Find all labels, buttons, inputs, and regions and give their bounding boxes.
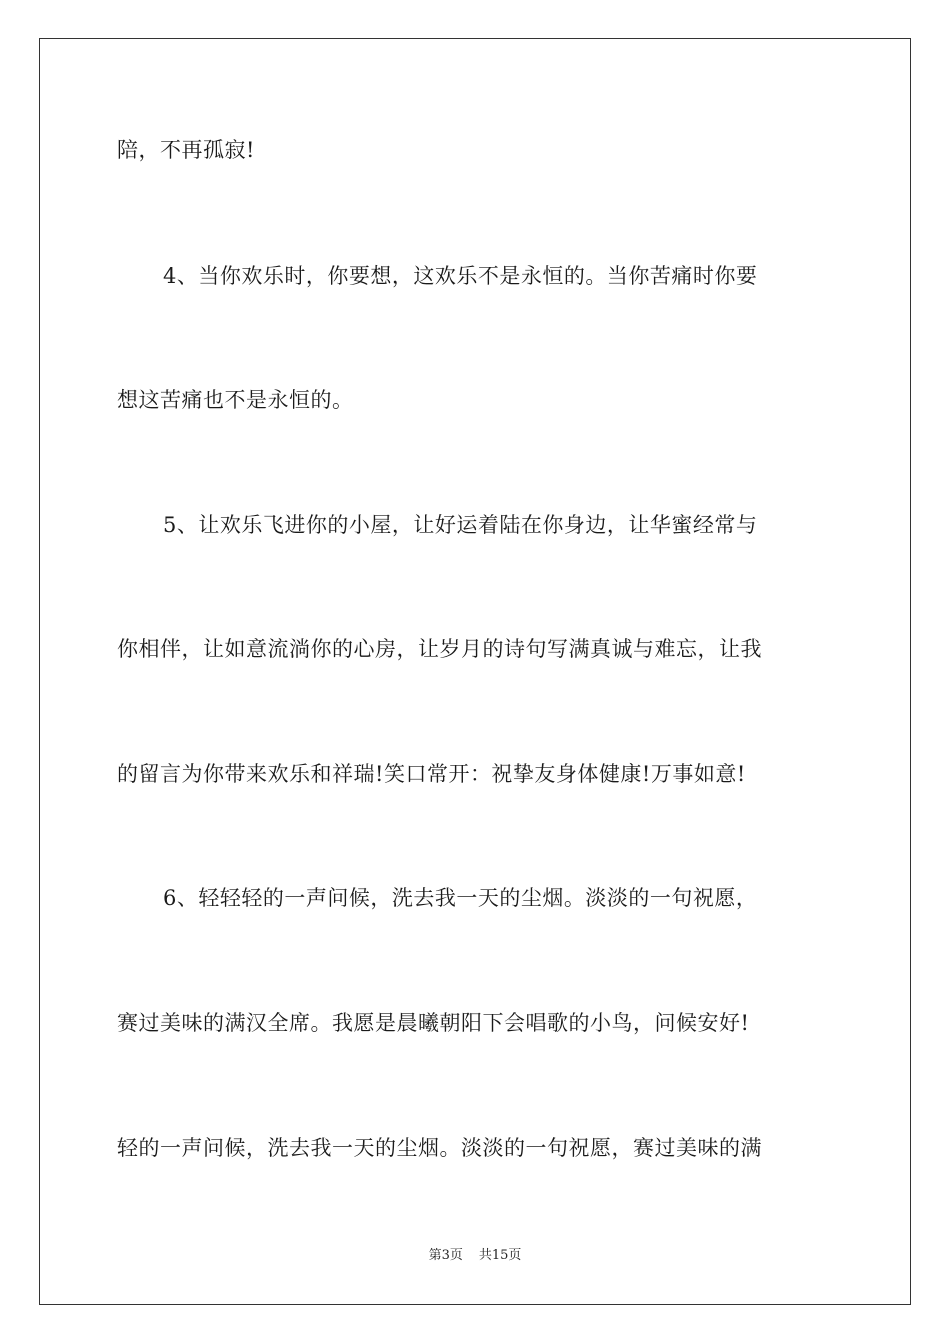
page-border (39, 38, 911, 1305)
text-line: 想这苦痛也不是永恒的。 (117, 388, 354, 412)
page-footer (0, 1247, 950, 1265)
text-line: 赛过美味的满汉全席。我愿是晨曦朝阳下会唱歌的小鸟，问候安好! (117, 1011, 750, 1035)
text-line: 轻的一声问候，洗去我一天的尘烟。淡淡的一句祝愿，赛过美味的满 (117, 1136, 762, 1160)
page-number: 第3页 (428, 1248, 463, 1263)
text-line: 的留言为你带来欢乐和祥瑞!笑口常开：祝挚友身体健康!万事如意! (117, 762, 746, 786)
text-line: 你相伴，让如意流淌你的心房，让岁月的诗句写满真诚与难忘，让我 (117, 637, 762, 661)
text-line: 陪，不再孤寂! (117, 138, 255, 162)
page-total: 共15页 (478, 1248, 522, 1263)
text-line: 6、轻轻轻的一声问候，洗去我一天的尘烟。淡淡的一句祝愿， (163, 886, 758, 910)
text-line: 4、当你欢乐时，你要想，这欢乐不是永恒的。当你苦痛时你要 (163, 264, 758, 288)
text-line: 5、让欢乐飞进你的小屋，让好运着陆在你身边，让华蜜经常与 (163, 513, 758, 537)
